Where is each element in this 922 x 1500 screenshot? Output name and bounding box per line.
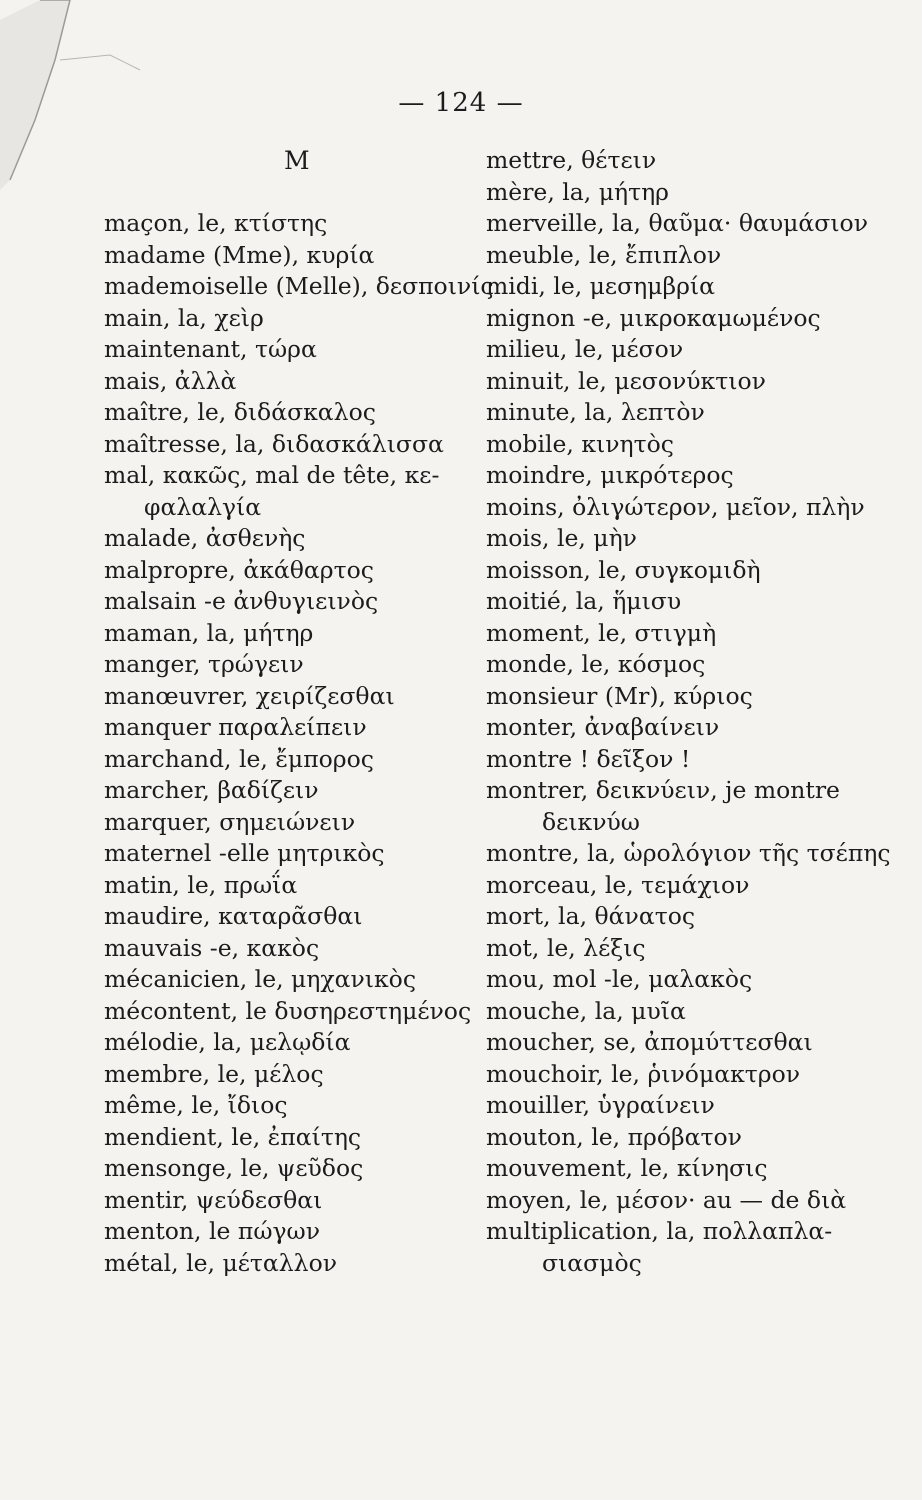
- dictionary-entry: milieu, le, μέσον: [486, 335, 684, 363]
- dictionary-entry: moisson, le, συγκομιδὴ: [486, 555, 761, 584]
- left-column: [104, 145, 494, 1279]
- right-column: [486, 145, 906, 1279]
- dictionary-entry: mouvement, le, κίνησις: [486, 1154, 768, 1182]
- dictionary-entry: meuble, le, ἔπιπλον: [486, 240, 722, 269]
- dictionary-entry: main, la, χεὶρ: [104, 303, 264, 332]
- dictionary-entry: maçon, le, κτίστης: [104, 209, 328, 237]
- dictionary-entry: mensonge, le, ψεῦδος: [104, 1154, 364, 1182]
- dictionary-entry: membre, le, μέλος: [104, 1059, 324, 1088]
- dictionary-entry: minute, la, λεπτὸν: [486, 398, 705, 426]
- dictionary-entry: manquer παραλείπειν: [104, 713, 367, 741]
- right-entry-list: [486, 145, 906, 1279]
- dictionary-entry: moins, ὀλιγώτερον, μεῖον, πλὴν: [486, 492, 865, 521]
- dictionary-entry: monter, ἀναβαίνειν: [486, 713, 720, 741]
- dictionary-entry: mauvais -e, κακὸς: [104, 933, 320, 962]
- dictionary-entry: merveille, la, θαῦμα· θαυμάσιον: [486, 209, 868, 237]
- dictionary-entry: mécanicien, le, μηχανικὸς: [104, 965, 416, 993]
- dictionary-entry: multiplication, la, πολλαπλα-: [486, 1217, 833, 1245]
- dictionary-entry: midi, le, μεσημβρία: [486, 272, 715, 300]
- dictionary-entry: malade, ἀσθενὴς: [104, 524, 306, 552]
- dictionary-entry: monsieur (Mr), κύριος: [486, 681, 753, 710]
- dictionary-entry: marquer, σημειώνειν: [104, 807, 356, 836]
- dictionary-entry: manœuvrer, χειρίζεσθαι: [104, 681, 395, 710]
- dictionary-entry: mouton, le, πρόβατον: [486, 1122, 742, 1151]
- dictionary-entry: mendient, le, ἐπαίτης: [104, 1122, 362, 1151]
- dictionary-entry: morceau, le, τεμάχιον: [486, 870, 750, 899]
- dictionary-entry: mois, le, μὴν: [486, 524, 637, 552]
- dictionary-entry: σιασμὸς: [542, 1248, 642, 1277]
- dictionary-entry: mort, la, θάνατος: [486, 902, 695, 930]
- dictionary-entry: maîtresse, la, διδασκάλισσα: [104, 429, 444, 458]
- dictionary-entry: maître, le, διδάσκαλος: [104, 398, 376, 426]
- dictionary-entry: moyen, le, μέσον· au — de διὰ: [486, 1185, 847, 1214]
- dictionary-entry: montre, la, ὡρολόγιον τῆς τσέπης: [486, 839, 891, 867]
- dictionary-entry: maman, la, μήτηρ: [104, 618, 314, 647]
- dictionary-entry: marchand, le, ἔμπορος: [104, 744, 374, 773]
- dictionary-entry: mobile, κινητὸς: [486, 429, 674, 458]
- page-number: — 124 —: [398, 88, 524, 118]
- dictionary-entry: mignon -e, μικροκαμωμένος: [486, 303, 821, 332]
- dictionary-entry: mère, la, μήτηρ: [486, 177, 669, 206]
- dictionary-entry: matin, le, πρωΐα: [104, 870, 298, 899]
- left-entry-list: [104, 208, 494, 1279]
- dictionary-entry: maternel -elle μητρικὸς: [104, 839, 385, 867]
- dictionary-entry: moitié, la, ἥμισυ: [486, 587, 682, 615]
- dictionary-entry: mot, le, λέξις: [486, 933, 646, 962]
- dictionary-entry: moucher, se, ἀπομύττεσθαι: [486, 1028, 813, 1056]
- dictionary-entry: mécontent, le δυσηρεστημένος: [104, 996, 472, 1025]
- dictionary-entry: φαλαλγία: [144, 492, 262, 521]
- dictionary-entry: métal, le, μέταλλον: [104, 1248, 338, 1277]
- dictionary-entry: montre ! δεῖξον !: [486, 744, 691, 773]
- dictionary-entry: moindre, μικρότερος: [486, 461, 734, 489]
- dictionary-entry: mélodie, la, μελῳδία: [104, 1028, 351, 1056]
- dictionary-entry: maintenant, τώρα: [104, 335, 317, 363]
- dictionary-entry: mademoiselle (Melle), δεσποινίς: [104, 272, 494, 300]
- dictionary-entry: mais, ἀλλὰ: [104, 366, 237, 395]
- dictionary-entry: mal, κακῶς, mal de tête, κε-: [104, 461, 440, 489]
- dictionary-entry: mentir, ψεύδεσθαι: [104, 1185, 323, 1214]
- dictionary-entry: marcher, βαδίζειν: [104, 776, 319, 804]
- dictionary-entry: montrer, δεικνύειν, je montre: [486, 776, 840, 804]
- dictionary-entry: madame (Mme), κυρία: [104, 240, 375, 269]
- dictionary-entry: mouchoir, le, ῥινόμακτρον: [486, 1059, 801, 1088]
- dictionary-entry: malpropre, ἀκάθαρτος: [104, 555, 374, 584]
- dictionary-entry: mouche, la, μυῖα: [486, 996, 686, 1025]
- dictionary-entry: même, le, ἴδιος: [104, 1091, 288, 1119]
- dictionary-entry: mettre, θέτειν: [486, 146, 657, 174]
- dictionary-entry: minuit, le, μεσονύκτιον: [486, 366, 766, 395]
- section-letter: M: [284, 146, 310, 175]
- dictionary-entry: δεικνύω: [542, 807, 640, 836]
- dictionary-entry: maudire, καταρᾶσθαι: [104, 902, 363, 930]
- dictionary-entry: monde, le, κόσμος: [486, 650, 706, 678]
- dictionary-entry: menton, le πώγων: [104, 1217, 320, 1245]
- dictionary-entry: manger, τρώγειν: [104, 650, 304, 678]
- dictionary-entry: malsain -e ἀνθυγιεινὸς: [104, 587, 379, 615]
- dictionary-entry: mouiller, ὑγραίνειν: [486, 1091, 715, 1119]
- dictionary-entry: mou, mol -le, μαλακὸς: [486, 965, 753, 993]
- dictionary-entry: moment, le, στιγμὴ: [486, 618, 717, 647]
